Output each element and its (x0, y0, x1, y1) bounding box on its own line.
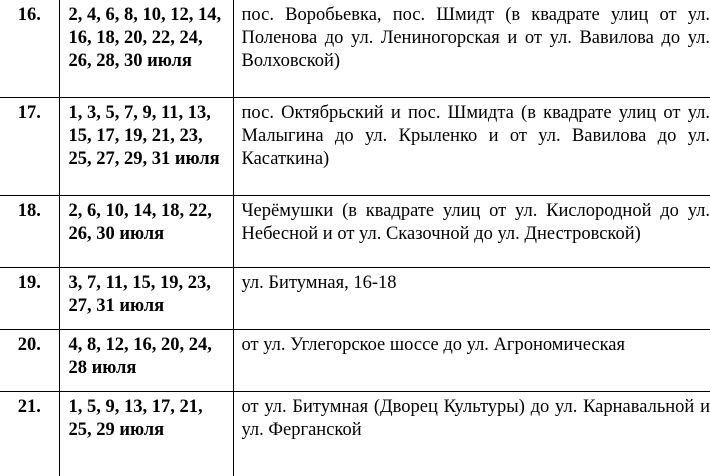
table-row (0, 391, 710, 476)
row-number: 17. (0, 97, 59, 195)
row-dates: 1, 3, 5, 7, 9, 11, 13, 15, 17, 19, 21, 23, 25, 27, 29, 31 июля (59, 97, 233, 195)
row-area: пос. Воробьевка, пос. Шмидт (в квадрате улиц от ул. Поленова до ул. Лениногорская и от ул. Вавилова до ул. Волховской) (233, 0, 710, 97)
table-row (0, 0, 710, 97)
row-area: ул. Битумная, 16-18 (233, 267, 710, 329)
row-area: пос. Октябрьский и пос. Шмидта (в квадрате улиц от ул. Малыгина до ул. Крыленко и от ул. Вавилова до ул. Касаткина) (233, 97, 710, 195)
row-area: от ул. Углегорское шоссе до ул. Агрономическая (233, 329, 710, 391)
row-number: 21. (0, 391, 59, 476)
row-dates: 1, 5, 9, 13, 17, 21, 25, 29 июля (59, 391, 233, 476)
table-row (0, 97, 710, 195)
row-area: от ул. Битумная (Дворец Культуры) до ул. Карнавальной и ул. Ферганской (233, 391, 710, 476)
row-number: 19. (0, 267, 59, 329)
row-dates: 2, 4, 6, 8, 10, 12, 14, 16, 18, 20, 22, 24, 26, 28, 30 июля (59, 0, 233, 97)
table-row (0, 329, 710, 391)
table-row (0, 195, 710, 267)
row-dates: 2, 6, 10, 14, 18, 22, 26, 30 июля (59, 195, 233, 267)
table-row (0, 267, 710, 329)
row-dates: 4, 8, 12, 16, 20, 24, 28 июля (59, 329, 233, 391)
row-number: 20. (0, 329, 59, 391)
row-area: Черёмушки (в квадрате улиц от ул. Кислородной до ул. Небесной и от ул. Сказочной до ул. Днестровской) (233, 195, 710, 267)
row-dates: 3, 7, 11, 15, 19, 23, 27, 31 июля (59, 267, 233, 329)
row-number: 16. (0, 0, 59, 97)
row-number: 18. (0, 195, 59, 267)
